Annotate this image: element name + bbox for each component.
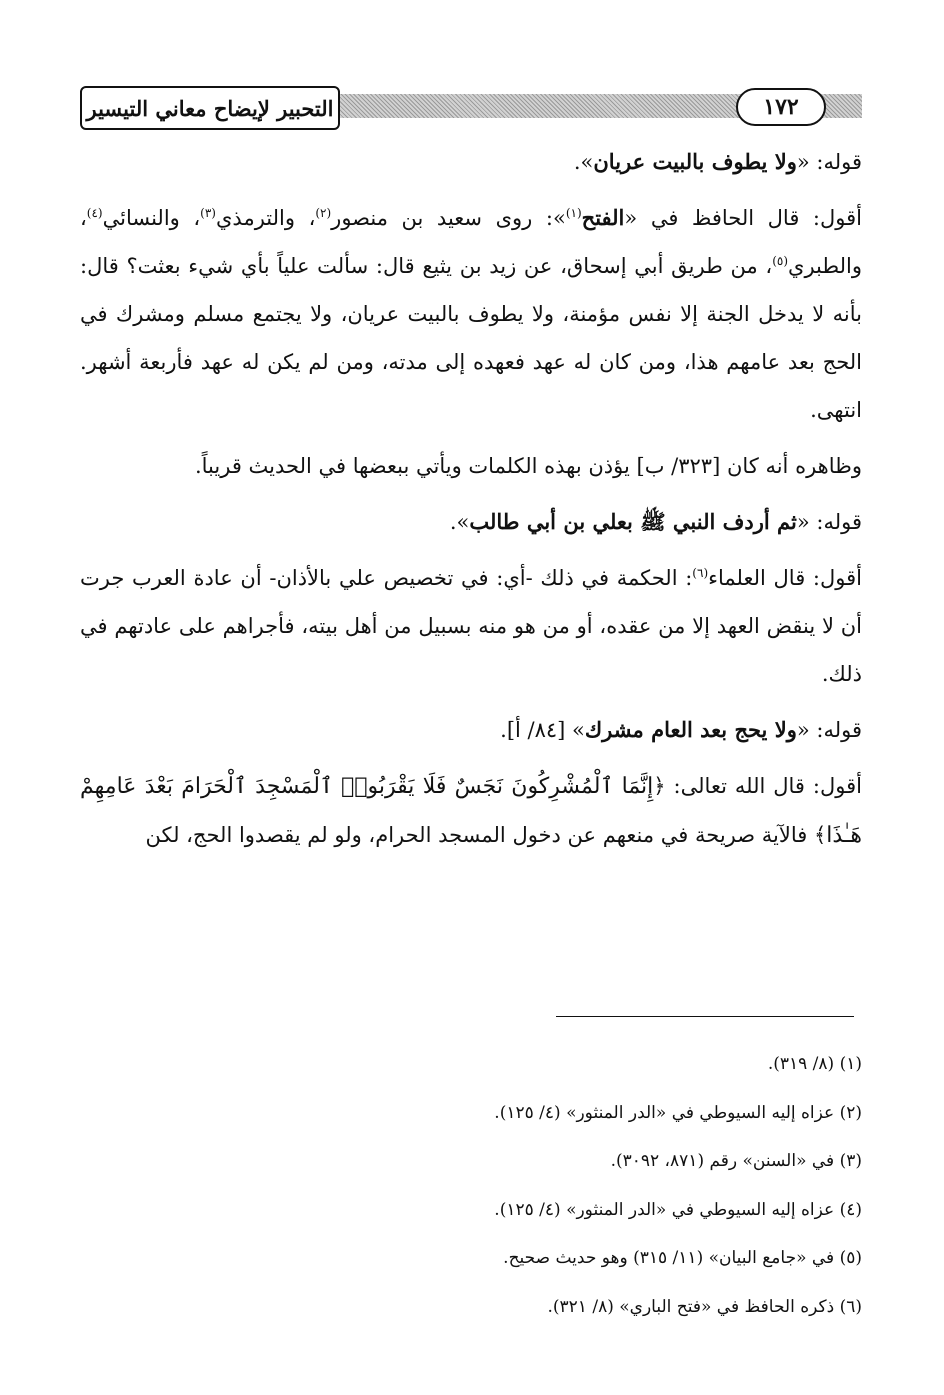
paragraph-6 <box>80 706 862 754</box>
footnote-4: (٤) عزاه إليه السيوطي في «الدر المنثور» (٤/ ١٢٥). <box>494 1199 862 1220</box>
footnote-ref: (٢) <box>315 206 332 220</box>
text-segment: ﴾ فالآية صريحة في منعهم عن دخول المسجد الحرام، ولو لم يقصدوا الحج، لكن <box>145 823 827 847</box>
paragraph-5 <box>80 554 862 698</box>
footnote-1: (١) (٨/ ٣١٩). <box>767 1054 862 1074</box>
footnote-ref: (٤) <box>86 206 103 220</box>
quote-lead: قوله: « <box>796 510 862 534</box>
quote-tail: ». <box>449 510 470 534</box>
paragraph-4 <box>80 498 862 546</box>
footnote-2: (٢) عزاه إليه السيوطي في «الدر المنثور» (٤/ ١٢٥). <box>494 1102 862 1123</box>
text-segment: أقول: قال العلماء <box>708 566 862 590</box>
page-header <box>80 86 862 128</box>
text-segment: : الحكمة في ذلك -أي: في تخصيص علي بالأذان- أن عادة العرب جرت أن لا ينقض العهد إلا من عقده، أو من هو منه بسبيل من أهل بيته، فأجراهم على عادتهم في ذلك. <box>80 566 862 686</box>
text-segment: أقول: قال الله تعالى: ﴿ <box>653 774 862 798</box>
quran-verse: إِنَّمَا ٱلْمُشْرِكُونَ نَجَسٌ فَلَا يَقْرَبُوا۟ ٱلْمَسْجِدَ ٱلْحَرَامَ بَعْدَ عَامِهِمْ هَـٰذَا <box>80 774 862 848</box>
paragraph-7 <box>80 762 862 860</box>
book-name: الفتح <box>581 205 625 230</box>
text-segment: أقول: قال الحافظ في « <box>624 206 862 230</box>
footnote-separator <box>556 1016 854 1017</box>
quote-tail: ». <box>573 150 594 174</box>
footnote-5: (٥) في «جامع البيان» (١١/ ٣١٥) وهو حديث صحيح. <box>503 1248 862 1268</box>
text-segment: ، والنسائي <box>102 206 201 230</box>
main-text <box>80 138 862 860</box>
footnote-ref: (٦) <box>692 566 709 580</box>
text-segment: »: روى سعيد بن منصور <box>331 206 566 230</box>
text-segment: ، من طريق أبي إسحاق، عن زيد بن يثيع قال: سألت علياً بأي شيء بعثت؟ قال: بأنه لا يدخل الجنة إلا نفس مؤمنة، ولا يطوف بالبيت عريان، ولا يجتمع مسلم ومشرك في الحج بعد عامهم هذا، ومن كان له عهد فعهده إلى مدته، ومن لم يكن له عهد فأربعة أشهر. انتهى. <box>80 254 862 422</box>
quote-tail: » [٨٤/ أ]. <box>500 718 585 742</box>
hadith-quote: ولا يطوف بالبيت عريان <box>593 149 797 174</box>
page-number: ١٧٢ <box>736 88 826 126</box>
footnote-3: (٣) في «السنن» رقم (٨٧١، ٣٠٩٢). <box>610 1151 862 1171</box>
text-segment: ، والطبري <box>80 206 862 278</box>
footnote-ref: (٥) <box>772 254 789 268</box>
footnote-ref: (٣) <box>200 206 216 220</box>
footnote-6: (٦) ذكره الحافظ في «فتح الباري» (٨/ ٣٢١). <box>547 1296 862 1317</box>
paragraph-1 <box>80 138 862 186</box>
running-title: التحبير لإيضاح معاني التيسير <box>80 86 340 130</box>
hadith-quote: ثم أردف النبي ﷺ بعلي بن أبي طالب <box>469 509 797 534</box>
paragraph-2 <box>80 194 862 434</box>
quote-lead: قوله: « <box>796 150 862 174</box>
text-segment: ، والترمذي <box>215 206 316 230</box>
footnotes <box>80 1040 862 1331</box>
footnote-ref: (١) <box>565 206 582 220</box>
quote-lead: قوله: « <box>796 718 862 742</box>
paragraph-3: وظاهره أنه كان [٣٢٣/ ب] يؤذن بهذه الكلمات ويأتي ببعضها في الحديث قريباً. <box>194 454 862 478</box>
hadith-quote: ولا يحج بعد العام مشرك <box>584 717 797 742</box>
